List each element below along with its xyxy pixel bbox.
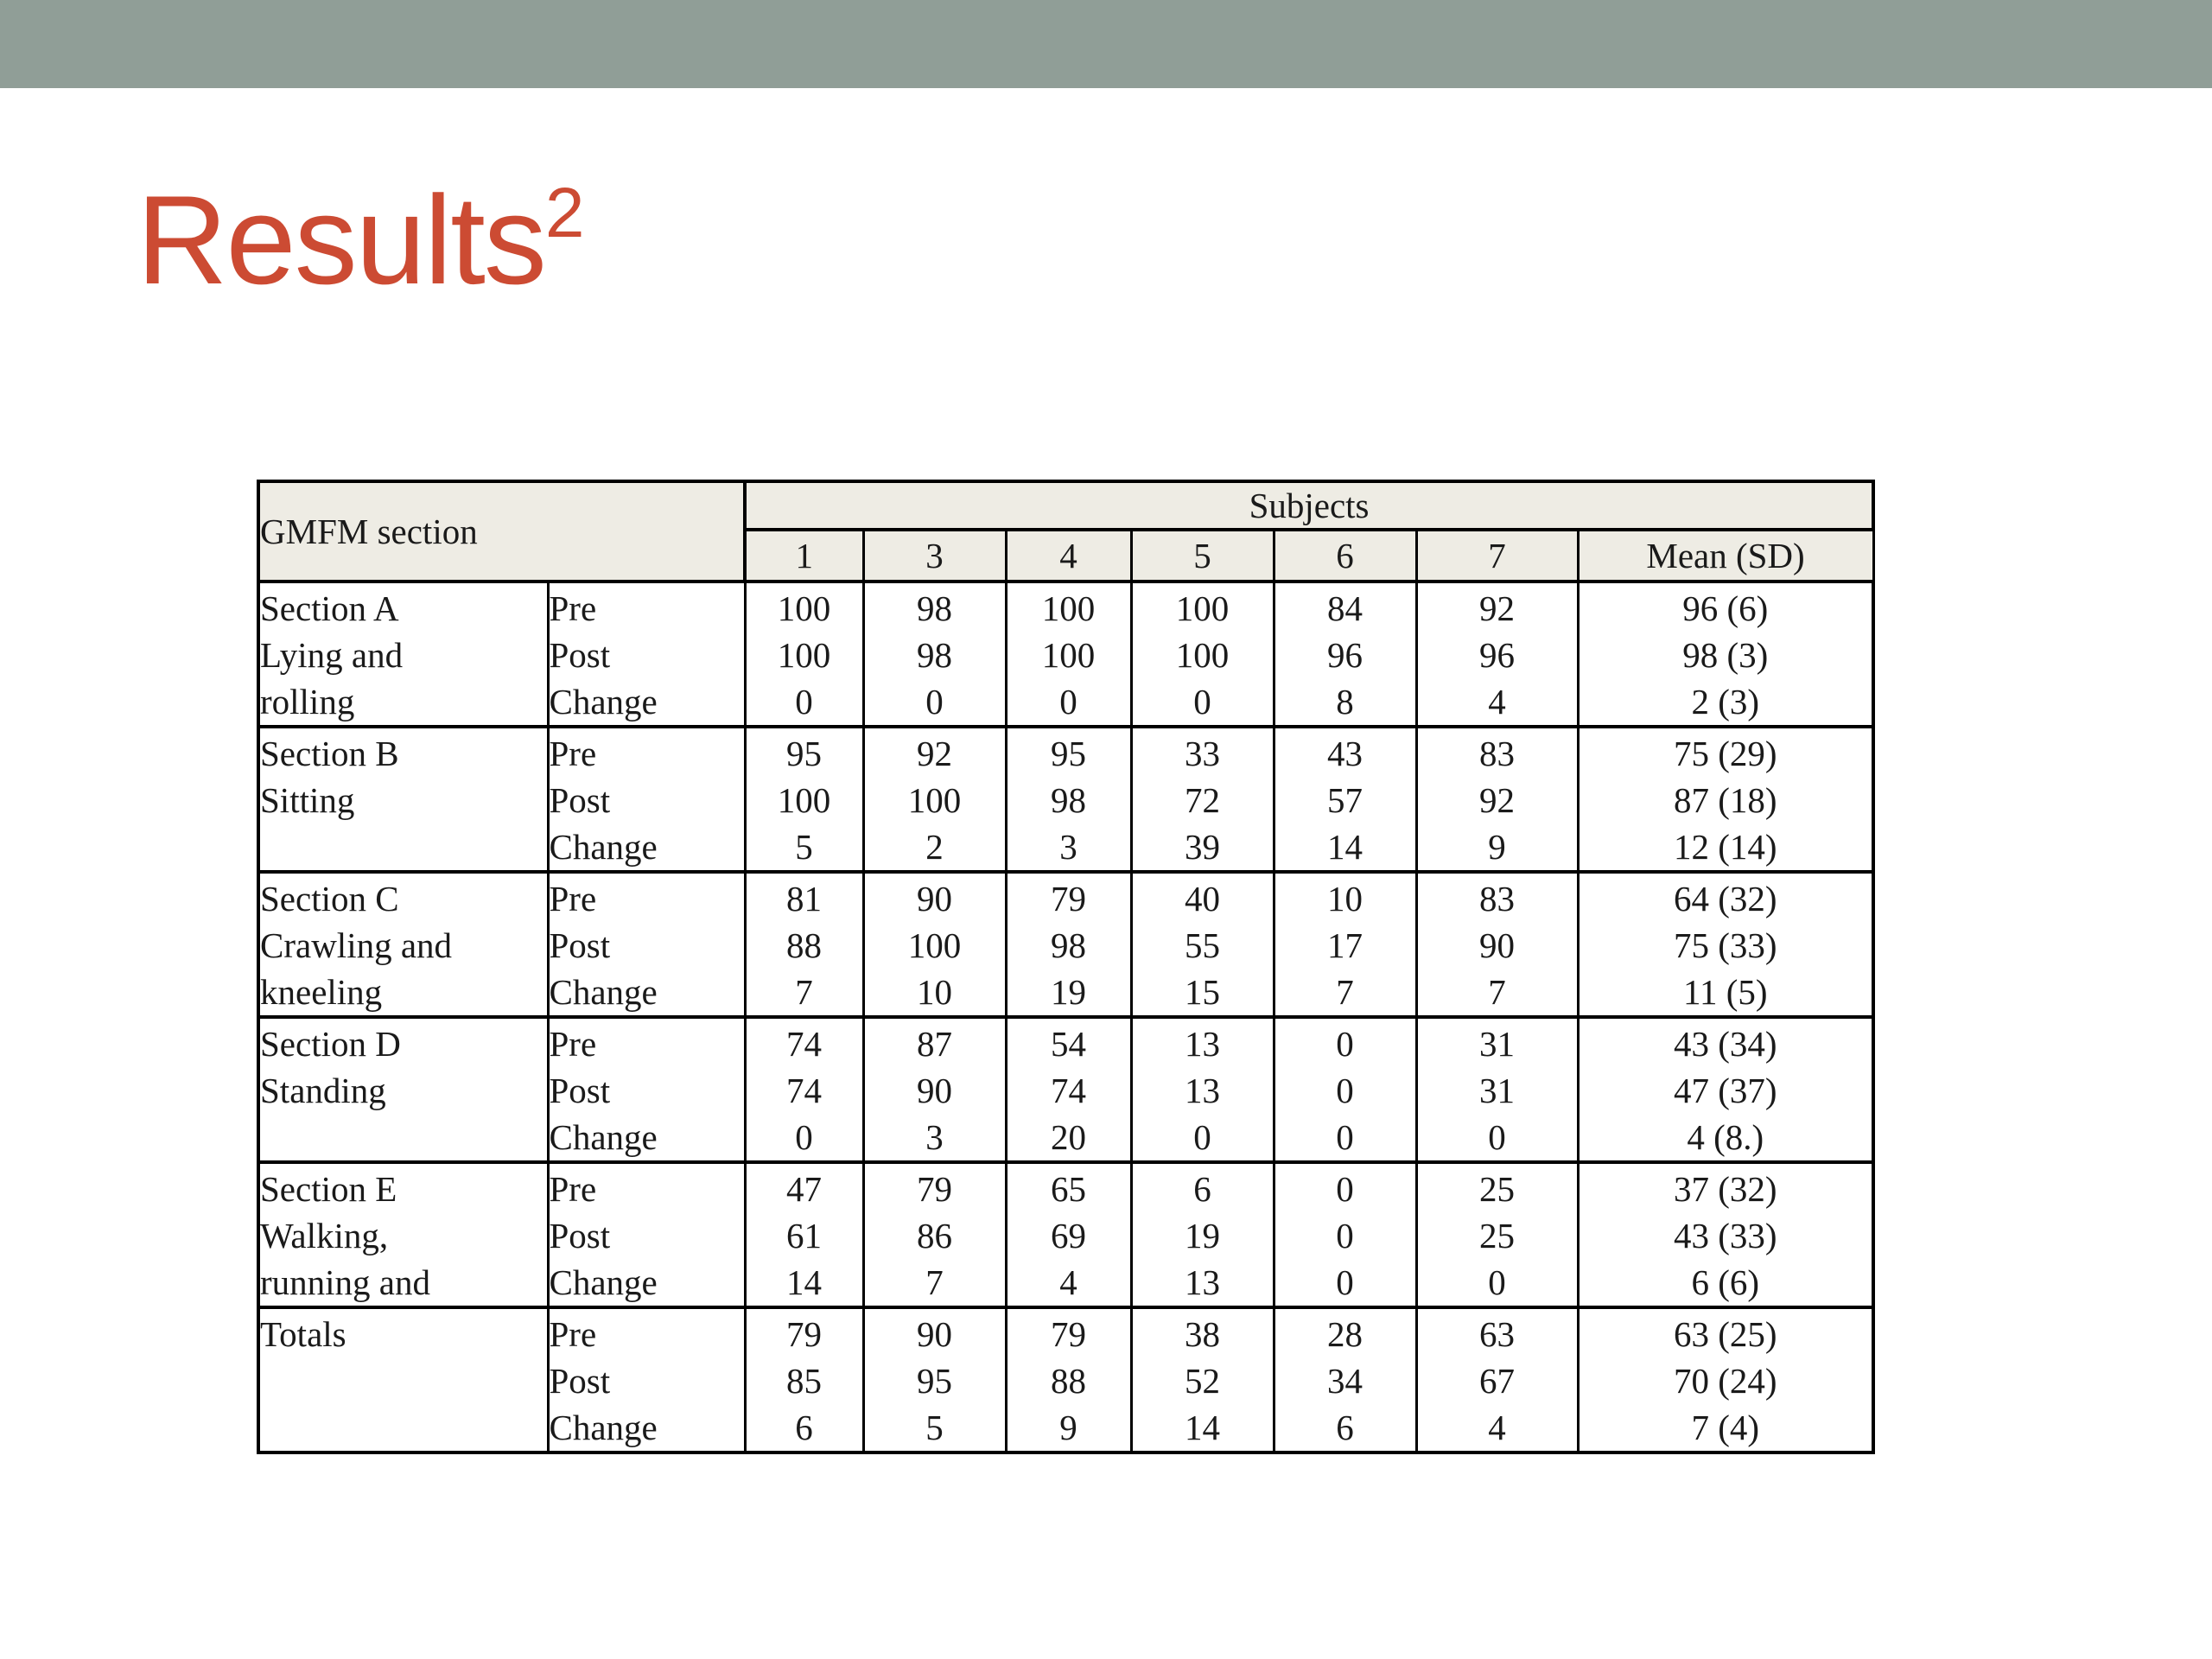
column-header-subject: 6 — [1274, 530, 1416, 582]
phase-label: Post — [548, 632, 745, 678]
score-cell: 74 — [745, 1067, 863, 1114]
table-row — [258, 777, 1873, 823]
score-cell: 92 — [1416, 582, 1578, 632]
score-cell: 0 — [1416, 1114, 1578, 1162]
score-cell: 61 — [745, 1212, 863, 1259]
header-row-top — [258, 481, 1873, 530]
score-cell: 90 — [863, 872, 1006, 922]
score-cell: 98 — [1006, 777, 1131, 823]
mean-sd-cell: 2 (3) — [1578, 678, 1873, 727]
score-cell: 33 — [1131, 727, 1274, 777]
score-cell: 90 — [1416, 922, 1578, 969]
score-cell: 39 — [1131, 823, 1274, 872]
table-row — [258, 969, 1873, 1017]
section-description — [258, 1357, 548, 1404]
section-description: Walking, — [258, 1212, 548, 1259]
score-cell: 98 — [863, 582, 1006, 632]
score-cell: 0 — [1274, 1162, 1416, 1212]
section-description: Sitting — [258, 777, 548, 823]
score-cell: 19 — [1131, 1212, 1274, 1259]
score-cell: 13 — [1131, 1067, 1274, 1114]
section-name: Section A — [258, 582, 548, 632]
score-cell: 40 — [1131, 872, 1274, 922]
gmfm-results-table — [257, 480, 1875, 1454]
mean-sd-cell: 43 (33) — [1578, 1212, 1873, 1259]
phase-label: Pre — [548, 872, 745, 922]
phase-label: Pre — [548, 1307, 745, 1357]
section-description: Standing — [258, 1067, 548, 1114]
phase-label: Change — [548, 823, 745, 872]
score-cell: 90 — [863, 1307, 1006, 1357]
table-body — [258, 582, 1873, 1452]
score-cell: 100 — [1006, 632, 1131, 678]
score-cell: 100 — [863, 777, 1006, 823]
mean-sd-cell: 75 (29) — [1578, 727, 1873, 777]
mean-sd-cell: 70 (24) — [1578, 1357, 1873, 1404]
mean-sd-cell: 63 (25) — [1578, 1307, 1873, 1357]
gmfm-section-header: GMFM section — [258, 481, 745, 582]
score-cell: 98 — [1006, 922, 1131, 969]
score-cell: 7 — [745, 969, 863, 1017]
score-cell: 92 — [863, 727, 1006, 777]
section-description — [258, 1404, 548, 1452]
section-description — [258, 1114, 548, 1162]
score-cell: 79 — [1006, 872, 1131, 922]
score-cell: 96 — [1416, 632, 1578, 678]
score-cell: 96 — [1274, 632, 1416, 678]
score-cell: 65 — [1006, 1162, 1131, 1212]
score-cell: 84 — [1274, 582, 1416, 632]
table-row — [258, 1067, 1873, 1114]
column-header-mean-sd: Mean (SD) — [1578, 530, 1873, 582]
mean-sd-cell: 6 (6) — [1578, 1259, 1873, 1307]
slide-top-bar — [0, 0, 2212, 88]
score-cell: 10 — [1274, 872, 1416, 922]
score-cell: 20 — [1006, 1114, 1131, 1162]
score-cell: 6 — [745, 1404, 863, 1452]
score-cell: 95 — [863, 1357, 1006, 1404]
section-description: kneeling — [258, 969, 548, 1017]
score-cell: 72 — [1131, 777, 1274, 823]
phase-label: Change — [548, 1259, 745, 1307]
score-cell: 43 — [1274, 727, 1416, 777]
score-cell: 4 — [1416, 678, 1578, 727]
score-cell: 31 — [1416, 1067, 1578, 1114]
score-cell: 0 — [863, 678, 1006, 727]
score-cell: 14 — [1274, 823, 1416, 872]
score-cell: 69 — [1006, 1212, 1131, 1259]
table-row — [258, 823, 1873, 872]
score-cell: 0 — [1274, 1114, 1416, 1162]
score-cell: 28 — [1274, 1307, 1416, 1357]
score-cell: 0 — [1274, 1067, 1416, 1114]
score-cell: 6 — [1131, 1162, 1274, 1212]
mean-sd-cell: 43 (34) — [1578, 1017, 1873, 1067]
phase-label: Change — [548, 1404, 745, 1452]
column-header-subject: 7 — [1416, 530, 1578, 582]
score-cell: 17 — [1274, 922, 1416, 969]
table-row — [258, 727, 1873, 777]
phase-label: Change — [548, 678, 745, 727]
mean-sd-cell: 4 (8.) — [1578, 1114, 1873, 1162]
score-cell: 0 — [745, 1114, 863, 1162]
score-cell: 100 — [1131, 582, 1274, 632]
table-row — [258, 872, 1873, 922]
table-row — [258, 1162, 1873, 1212]
score-cell: 5 — [863, 1404, 1006, 1452]
score-cell: 47 — [745, 1162, 863, 1212]
slide-title — [137, 169, 583, 310]
phase-label: Change — [548, 1114, 745, 1162]
score-cell: 100 — [745, 777, 863, 823]
score-cell: 4 — [1006, 1259, 1131, 1307]
slide-title-text: Results — [137, 169, 545, 310]
score-cell: 7 — [1416, 969, 1578, 1017]
score-cell: 9 — [1006, 1404, 1131, 1452]
mean-sd-cell: 11 (5) — [1578, 969, 1873, 1017]
score-cell: 88 — [1006, 1357, 1131, 1404]
table-row — [258, 1307, 1873, 1357]
mean-sd-cell: 98 (3) — [1578, 632, 1873, 678]
section-description — [258, 823, 548, 872]
score-cell: 100 — [1006, 582, 1131, 632]
section-name: Totals — [258, 1307, 548, 1357]
score-cell: 81 — [745, 872, 863, 922]
mean-sd-cell: 47 (37) — [1578, 1067, 1873, 1114]
column-header-subject: 1 — [745, 530, 863, 582]
phase-label: Post — [548, 777, 745, 823]
score-cell: 9 — [1416, 823, 1578, 872]
table-row — [258, 1259, 1873, 1307]
score-cell: 98 — [863, 632, 1006, 678]
score-cell: 5 — [745, 823, 863, 872]
score-cell: 74 — [745, 1017, 863, 1067]
score-cell: 100 — [745, 582, 863, 632]
phase-label: Post — [548, 922, 745, 969]
score-cell: 87 — [863, 1017, 1006, 1067]
mean-sd-cell: 87 (18) — [1578, 777, 1873, 823]
section-description: running and — [258, 1259, 548, 1307]
score-cell: 100 — [745, 632, 863, 678]
score-cell: 0 — [745, 678, 863, 727]
mean-sd-cell: 75 (33) — [1578, 922, 1873, 969]
score-cell: 13 — [1131, 1017, 1274, 1067]
table-row — [258, 1212, 1873, 1259]
table-row — [258, 1017, 1873, 1067]
score-cell: 54 — [1006, 1017, 1131, 1067]
score-cell: 86 — [863, 1212, 1006, 1259]
score-cell: 6 — [1274, 1404, 1416, 1452]
score-cell: 0 — [1131, 678, 1274, 727]
slide-title-superscript: 2 — [544, 174, 583, 253]
column-header-subject: 3 — [863, 530, 1006, 582]
score-cell: 25 — [1416, 1212, 1578, 1259]
section-description: Crawling and — [258, 922, 548, 969]
score-cell: 14 — [1131, 1404, 1274, 1452]
score-cell: 8 — [1274, 678, 1416, 727]
score-cell: 25 — [1416, 1162, 1578, 1212]
section-description: Lying and — [258, 632, 548, 678]
score-cell: 88 — [745, 922, 863, 969]
score-cell: 13 — [1131, 1259, 1274, 1307]
score-cell: 55 — [1131, 922, 1274, 969]
column-header-subject: 4 — [1006, 530, 1131, 582]
score-cell: 95 — [1006, 727, 1131, 777]
section-name: Section E — [258, 1162, 548, 1212]
score-cell: 0 — [1416, 1259, 1578, 1307]
table-row — [258, 632, 1873, 678]
phase-label: Post — [548, 1067, 745, 1114]
score-cell: 67 — [1416, 1357, 1578, 1404]
section-name: Section D — [258, 1017, 548, 1067]
mean-sd-cell: 7 (4) — [1578, 1404, 1873, 1452]
score-cell: 7 — [1274, 969, 1416, 1017]
score-cell: 31 — [1416, 1017, 1578, 1067]
table-row — [258, 1404, 1873, 1452]
score-cell: 0 — [1274, 1017, 1416, 1067]
mean-sd-cell: 96 (6) — [1578, 582, 1873, 632]
phase-label: Pre — [548, 1017, 745, 1067]
score-cell: 0 — [1274, 1212, 1416, 1259]
mean-sd-cell: 12 (14) — [1578, 823, 1873, 872]
mean-sd-cell: 64 (32) — [1578, 872, 1873, 922]
score-cell: 10 — [863, 969, 1006, 1017]
score-cell: 90 — [863, 1067, 1006, 1114]
score-cell: 14 — [745, 1259, 863, 1307]
column-header-subject: 5 — [1131, 530, 1274, 582]
score-cell: 52 — [1131, 1357, 1274, 1404]
score-cell: 34 — [1274, 1357, 1416, 1404]
table-row — [258, 582, 1873, 632]
section-name: Section C — [258, 872, 548, 922]
score-cell: 0 — [1131, 1114, 1274, 1162]
table-row — [258, 1114, 1873, 1162]
score-cell: 79 — [1006, 1307, 1131, 1357]
table-row — [258, 1357, 1873, 1404]
table-row — [258, 678, 1873, 727]
section-description: rolling — [258, 678, 548, 727]
score-cell: 3 — [1006, 823, 1131, 872]
subjects-header: Subjects — [745, 481, 1873, 530]
phase-label: Post — [548, 1357, 745, 1404]
score-cell: 79 — [863, 1162, 1006, 1212]
score-cell: 92 — [1416, 777, 1578, 823]
phase-label: Pre — [548, 1162, 745, 1212]
score-cell: 85 — [745, 1357, 863, 1404]
score-cell: 7 — [863, 1259, 1006, 1307]
score-cell: 38 — [1131, 1307, 1274, 1357]
score-cell: 100 — [1131, 632, 1274, 678]
score-cell: 100 — [863, 922, 1006, 969]
section-name: Section B — [258, 727, 548, 777]
score-cell: 95 — [745, 727, 863, 777]
score-cell: 0 — [1274, 1259, 1416, 1307]
phase-label: Pre — [548, 582, 745, 632]
score-cell: 15 — [1131, 969, 1274, 1017]
score-cell: 19 — [1006, 969, 1131, 1017]
score-cell: 2 — [863, 823, 1006, 872]
score-cell: 63 — [1416, 1307, 1578, 1357]
phase-label: Post — [548, 1212, 745, 1259]
score-cell: 83 — [1416, 727, 1578, 777]
phase-label: Change — [548, 969, 745, 1017]
phase-label: Pre — [548, 727, 745, 777]
score-cell: 83 — [1416, 872, 1578, 922]
score-cell: 74 — [1006, 1067, 1131, 1114]
score-cell: 79 — [745, 1307, 863, 1357]
score-cell: 0 — [1006, 678, 1131, 727]
score-cell: 57 — [1274, 777, 1416, 823]
score-cell: 3 — [863, 1114, 1006, 1162]
score-cell: 4 — [1416, 1404, 1578, 1452]
mean-sd-cell: 37 (32) — [1578, 1162, 1873, 1212]
table-row — [258, 922, 1873, 969]
